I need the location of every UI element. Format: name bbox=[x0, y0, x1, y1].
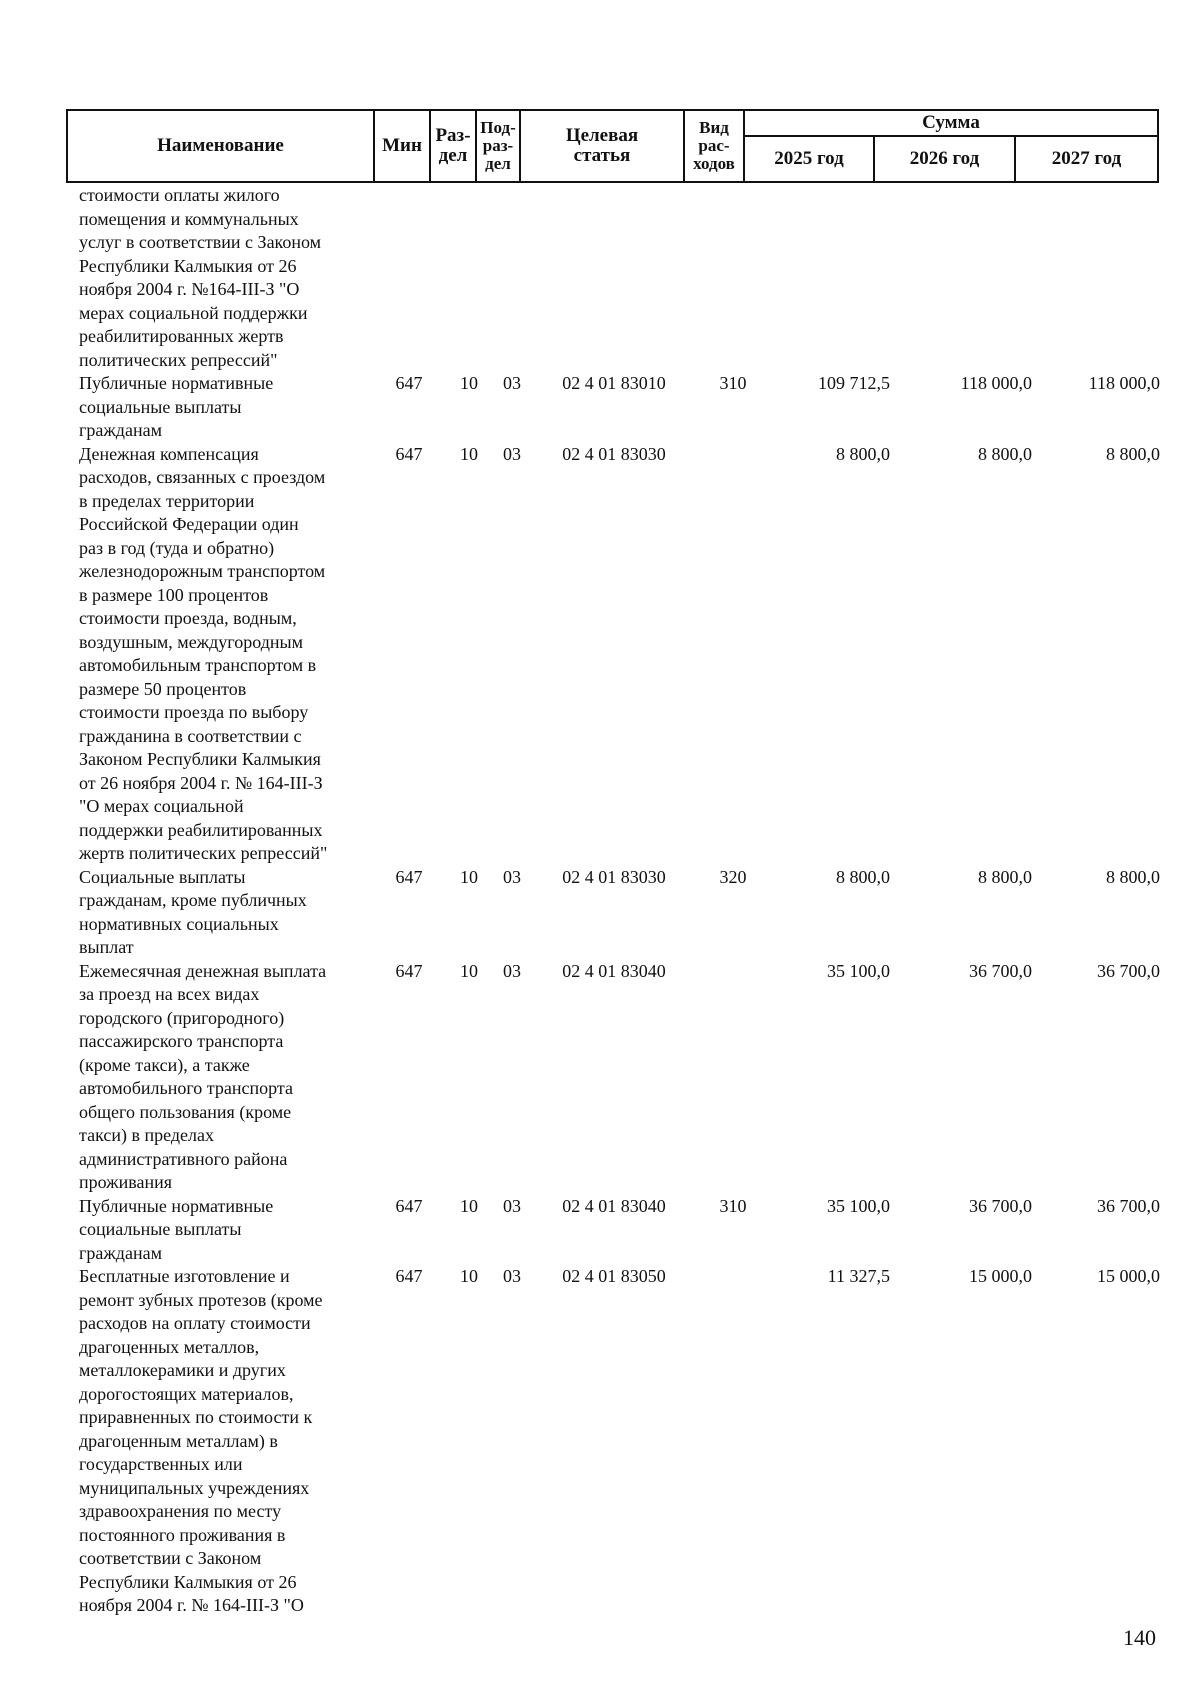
row-razdel: 10 bbox=[460, 443, 478, 464]
table-row bbox=[0, 443, 1200, 866]
row-podrazdel: 03 bbox=[503, 443, 521, 464]
table-body bbox=[0, 184, 1200, 1618]
row-min: 647 bbox=[395, 1195, 423, 1216]
row-sum-2026: 8 800,0 bbox=[978, 443, 1032, 464]
header-year-2025: 2025 год bbox=[744, 136, 874, 182]
row-sum-2025: 35 100,0 bbox=[827, 960, 890, 981]
row-podrazdel: 03 bbox=[503, 866, 521, 887]
row-sum-2025: 35 100,0 bbox=[827, 1195, 890, 1216]
row-vid-rashodov: 310 bbox=[719, 1195, 747, 1216]
row-sum-2025: 11 327,5 bbox=[827, 1266, 890, 1286]
row-min: 647 bbox=[395, 866, 423, 887]
row-sum-2026: 8 800,0 bbox=[978, 866, 1032, 887]
row-razdel: 10 bbox=[460, 866, 478, 887]
header-summa: Сумма bbox=[744, 110, 1158, 136]
row-sum-2025: 8 800,0 bbox=[836, 443, 890, 464]
row-name: Публичные нормативные социальные выплаты гражданам bbox=[79, 373, 274, 440]
table-row bbox=[0, 960, 1200, 1195]
table-row bbox=[0, 1195, 1200, 1266]
table-row bbox=[0, 184, 1200, 372]
row-sum-2025: 109 712,5 bbox=[818, 373, 890, 393]
row-podrazdel: 03 bbox=[503, 1266, 521, 1286]
header-vid-rashodov: Вид рас- ходов bbox=[684, 110, 744, 182]
page-number: 140 bbox=[1123, 1625, 1156, 1650]
row-name: Денежная компенсация расходов, связанных с проездом в пределах территории Российской Федерации один раз в год (туда и обратно) железнодорожным транспортом в размере 100 процентов стоимости проезда, водным, воздушным, междугородным автомобильным транспортом в размере 50 процентов стоимости проезда по выбору гражданина в соответствии с Законом Республики Калмыкия от 26 ноября 2004 г. № 164-III-З "О мерах социальной поддержки реабилитированных жертв политических репрессий" bbox=[79, 443, 328, 863]
row-sum-2027: 8 800,0 bbox=[1106, 443, 1160, 464]
table-header bbox=[66, 109, 1159, 183]
header-podrazdel: Под- раз- дел bbox=[476, 110, 520, 182]
row-sum-2027: 15 000,0 bbox=[1097, 1266, 1160, 1286]
table-row bbox=[0, 1265, 1200, 1618]
header-year-2026: 2026 год bbox=[874, 136, 1015, 182]
row-min: 647 bbox=[395, 960, 423, 981]
row-razdel: 10 bbox=[460, 1266, 478, 1286]
row-sum-2027: 118 000,0 bbox=[1088, 373, 1160, 393]
row-min: 647 bbox=[395, 373, 423, 393]
row-name: Публичные нормативные социальные выплаты гражданам bbox=[79, 1195, 274, 1263]
row-celevaya-statya: 02 4 01 83030 bbox=[562, 866, 666, 887]
table-row bbox=[0, 372, 1200, 443]
table-row bbox=[0, 866, 1200, 960]
row-sum-2027: 36 700,0 bbox=[1097, 1195, 1160, 1216]
row-podrazdel: 03 bbox=[503, 1195, 521, 1216]
row-celevaya-statya: 02 4 01 83050 bbox=[562, 1266, 666, 1286]
row-sum-2026: 36 700,0 bbox=[969, 960, 1032, 981]
header-celevaya-statya: Целевая статья bbox=[520, 110, 684, 182]
row-name: Социальные выплаты гражданам, кроме публичных нормативных социальных выплат bbox=[79, 866, 307, 957]
row-celevaya-statya: 02 4 01 83040 bbox=[562, 960, 666, 981]
row-min: 647 bbox=[395, 1266, 423, 1286]
row-celevaya-statya: 02 4 01 83010 bbox=[562, 373, 666, 393]
row-podrazdel: 03 bbox=[503, 373, 521, 393]
row-vid-rashodov: 310 bbox=[719, 373, 747, 393]
row-sum-2026: 15 000,0 bbox=[969, 1266, 1032, 1286]
header-name: Наименование bbox=[67, 110, 374, 182]
row-razdel: 10 bbox=[460, 373, 478, 393]
row-sum-2025: 8 800,0 bbox=[836, 866, 890, 887]
row-razdel: 10 bbox=[460, 960, 478, 981]
row-celevaya-statya: 02 4 01 83030 bbox=[562, 443, 666, 464]
row-podrazdel: 03 bbox=[503, 960, 521, 981]
row-name: Бесплатные изготовление и ремонт зубных протезов (кроме расходов на оплату стоимости драгоценных металлов, металлокерамики и других дорогостоящих материалов, приравненных по стоимости к драгоценным металлам) в государственных или муниципальных учреждениях здравоохранения по месту постоянного проживания в соответствии с Законом Республики Калмыкия от 26 ноября 2004 г. № 164-III-З "О bbox=[79, 1266, 323, 1615]
row-sum-2027: 8 800,0 bbox=[1106, 866, 1160, 887]
row-name: стоимости оплаты жилого помещения и коммунальных услуг в соответствии с Законом Республики Калмыкия от 26 ноября 2004 г. №164-III-З "О мерах социальной поддержки реабилитированных жертв политических репрессий" bbox=[79, 185, 322, 370]
header-razdel: Раз- дел bbox=[430, 110, 476, 182]
row-sum-2026: 118 000,0 bbox=[960, 373, 1032, 393]
row-vid-rashodov: 320 bbox=[719, 866, 747, 887]
row-sum-2027: 36 700,0 bbox=[1097, 960, 1160, 981]
row-celevaya-statya: 02 4 01 83040 bbox=[562, 1195, 666, 1216]
row-name: Ежемесячная денежная выплата за проезд на всех видах городского (пригородного) пассажирского транспорта (кроме такси), а также автомобильного транспорта общего пользования (кроме такси) в пределах административного района проживания bbox=[79, 960, 327, 1192]
header-min: Мин bbox=[374, 110, 430, 182]
row-sum-2026: 36 700,0 bbox=[969, 1195, 1032, 1216]
header-year-2027: 2027 год bbox=[1015, 136, 1158, 182]
row-min: 647 bbox=[395, 443, 423, 464]
row-razdel: 10 bbox=[460, 1195, 478, 1216]
